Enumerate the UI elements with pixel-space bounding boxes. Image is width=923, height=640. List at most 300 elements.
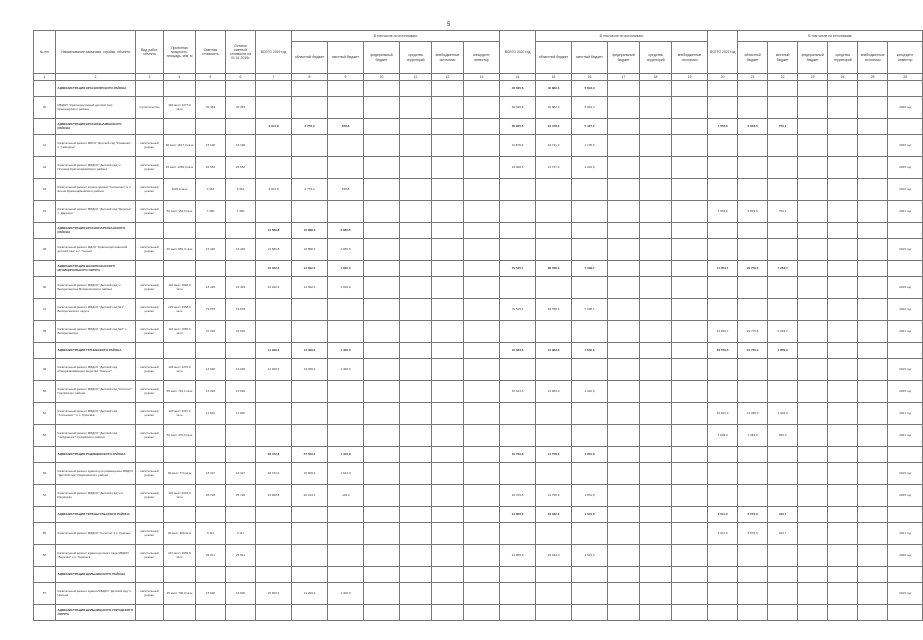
cell-l19 [328,523,364,545]
cell-t21 [708,359,738,381]
cell-t19: 16 322,0 [256,277,292,299]
empty-cell [608,523,640,545]
empty-cell [432,179,464,201]
empty-cell [858,523,888,545]
cell-type: капитальный ремонт [136,299,164,321]
cell-r19: 14 200,0 [292,583,328,605]
cell-intro: 2020 год [888,381,923,403]
empty-cell [798,403,828,425]
cell-cap [164,605,196,621]
empty-cell [364,239,400,261]
cell-r20: 13 983,0 [536,381,572,403]
empty-cell [858,381,888,403]
column-number-cell: 20 [708,74,738,81]
empty-cell [828,425,858,447]
empty-cell [364,403,400,425]
cell-r19 [292,605,328,621]
empty-cell [828,359,858,381]
cell-l20 [572,277,608,299]
cell-l21 [768,447,798,463]
cell-name: Капитальный ремонт МБДОУ "Детский сад" с. Полянка Красноармейского района [56,157,136,179]
cell-cost [196,119,226,135]
cell-t20 [500,277,536,299]
cell-bal [226,119,256,135]
cell-l21 [768,179,798,201]
cell-name: Капитальный ремонт МДОУ "Краснопартизанский детский сад" в с. Горный [56,239,136,261]
cell-cap: 160 мест 2277,0 кв.м [164,97,196,119]
cell-n: 47 [34,299,56,321]
cell-cost: 15 620 [196,381,226,403]
cell-l19: 538,8 [328,119,364,135]
cell-l21: 7 263,7 [768,261,798,277]
cell-r19: 14 692,0 [292,261,328,277]
empty-cell [608,157,640,179]
cell-intro: 2019 год [888,359,923,381]
cell-cap: 45 мест 700,0 кв.м [164,583,196,605]
cell-r19 [292,321,328,343]
cell-r20: 10 741,3 [536,135,572,157]
cell-r21 [738,97,768,119]
empty-cell [432,201,464,223]
empty-cell [828,135,858,157]
empty-cell [828,201,858,223]
cell-n: 43 [34,179,56,201]
empty-cell [640,343,672,359]
column-number-cell: 26 [888,74,923,81]
cell-name: АДМИНИСТРАЦИЯ КРАСНОПАРТИЗАНСКОГО РАЙОНА [56,223,136,239]
empty-cell [400,157,432,179]
empty-cell [828,485,858,507]
cell-type: капитальный ремонт [136,179,164,201]
empty-cell [672,179,708,201]
cell-n: 49 [34,359,56,381]
cell-bal: 3 351 [226,179,256,201]
empty-cell [640,277,672,299]
empty-cell [432,605,464,621]
cell-l20: 4 291,6 [572,157,608,179]
cell-r19: 2 776,0 [292,179,328,201]
cell-cap: 110 мест 1650,0 кв.м [164,321,196,343]
cell-intro [888,81,923,97]
empty-cell [432,157,464,179]
cell-intro [888,567,923,583]
cell-cap: 120 мест 2015,0 кв.м [164,485,196,507]
cell-cap: 50 мест 452,0 кв.м [164,201,196,223]
cell-r20: 40 882,3 [536,81,572,97]
empty-cell [400,97,432,119]
cell-cost: 15 600 [196,583,226,605]
cell-l21 [768,239,798,261]
empty-cell [798,97,828,119]
empty-cell [608,119,640,135]
cell-name: АДМИНИСТРАЦИЯ ЦИЛЬНИНСКОГО РАЙОНА [56,567,136,583]
cell-n: 51 [34,403,56,425]
cell-t21: 7 938,0 [708,425,738,447]
empty-cell [432,447,464,463]
empty-cell [364,277,400,299]
cell-l20: 1 640,6 [572,381,608,403]
empty-cell [798,201,828,223]
column-number-cell: 7 [256,74,292,81]
cell-cap: 220 мест 2958,0 кв.м [164,299,196,321]
empty-cell [858,201,888,223]
empty-cell [828,239,858,261]
empty-cell [432,583,464,605]
empty-cell [432,299,464,321]
column-number-cell: 6 [226,74,256,81]
cell-t20: 16 709,8 [500,447,536,463]
cell-t19: 18 472,0 [256,463,292,485]
cell-r20: 13 983,0 [536,343,572,359]
column-number-cell: 12 [432,74,464,81]
empty-cell [858,359,888,381]
empty-cell [798,545,828,567]
empty-cell [432,97,464,119]
empty-cell [400,523,432,545]
empty-cell [858,605,888,621]
empty-cell [464,223,500,239]
cell-l20: 5 843,3 [572,81,608,97]
cell-l19 [328,425,364,447]
cell-cost [196,81,226,97]
empty-cell [464,299,500,321]
column-number-cell: 3 [136,74,164,81]
cell-l19 [328,545,364,567]
empty-cell [828,403,858,425]
empty-cell [400,381,432,403]
cell-cap [164,343,196,359]
empty-cell [798,223,828,239]
cell-r21: 6 803,5 [738,201,768,223]
empty-cell [364,447,400,463]
table-row [34,135,923,157]
cell-t21: 7 553,6 [708,119,738,135]
cell-cost: 15 196 [196,135,226,157]
cell-l21 [768,381,798,403]
cell-r19 [292,81,328,97]
empty-cell [400,261,432,277]
empty-cell [798,485,828,507]
empty-cell [798,321,828,343]
empty-cell [828,567,858,583]
cell-l20: 1 951,8 [572,485,608,507]
cell-l19 [328,321,364,343]
empty-cell [432,239,464,261]
column-number-cell: 10 [364,74,400,81]
cell-type: капитальный ремонт [136,381,164,403]
empty-cell [608,223,640,239]
cell-name: Капитальный ремонт МБДОУ "Детский сад "Березка" с. Дарьино" [56,201,136,223]
cell-t20 [500,239,536,261]
cell-name: АДМИНИСТРАЦИЯ ЦИЛЬНИНСКОГО ГОРОДСКОГО ОКРУГА [56,605,136,621]
empty-cell [432,545,464,567]
cell-l21 [768,223,798,239]
investment-program-table [33,30,923,621]
cell-cap: 50 мест 476,0 кв.м [164,425,196,447]
cell-l20 [572,583,608,605]
table-row [34,463,923,485]
cell-intro: 2020 год [888,97,923,119]
cell-name: АДМИНИСТРАЦИЯ КРАСНОЯРСКОГО РАЙОНА [56,81,136,97]
empty-cell [464,567,500,583]
cell-cost [196,507,226,523]
table-row [34,201,923,223]
empty-cell [364,81,400,97]
cell-r19 [292,135,328,157]
cell-cap: 100 мест 1197,0 кв.м [164,403,196,425]
cell-l21: 440,7 [768,507,798,523]
cell-r19 [292,545,328,567]
empty-cell [640,583,672,605]
cell-t19 [256,321,292,343]
cell-r21 [738,239,768,261]
cell-name: Капитальный ремонт МБДОУ "Колосок" в с. Красное [56,523,136,545]
cell-t19 [256,201,292,223]
header-cell: Вид работ, объекта [136,31,164,74]
cell-cost: 25 811 [196,545,226,567]
cell-l19: 2 685,5 [328,223,364,239]
empty-cell [464,261,500,277]
cell-cap: 1003,2 кв.м [164,179,196,201]
cell-cost: 18 427 [196,463,226,485]
cell-intro: 2019 год [888,463,923,485]
cell-name: Капитальный ремонт МБОУ "Детский сад "Ромашка" с. Северное" [56,135,136,157]
header-cell: областной бюджет [738,42,768,74]
empty-cell [858,545,888,567]
cell-t19 [256,605,292,621]
cell-n [34,223,56,239]
cell-intro: 2021 год [888,523,923,545]
cell-n: 45 [34,239,56,261]
empty-cell [828,381,858,403]
cell-name: Капитальный ремонт МБДОУ "Детский сад "Чебурашка"" Грачёвского района [56,425,136,447]
empty-cell [672,463,708,485]
cell-type [136,447,164,463]
cell-l19 [328,201,364,223]
cell-r20: 14 758,0 [536,447,572,463]
empty-cell [672,321,708,343]
cell-r19 [292,201,328,223]
cell-l19 [328,507,364,523]
empty-cell [798,381,828,403]
cell-type: капитальный ремонт [136,157,164,179]
empty-cell [400,223,432,239]
empty-cell [640,97,672,119]
empty-cell [828,463,858,485]
group-header-row [34,507,923,523]
cell-r20 [536,567,572,583]
cell-t20 [500,605,536,621]
empty-cell [672,343,708,359]
empty-cell [400,343,432,359]
cell-r21 [738,583,768,605]
header-cell: федеральный бюджет [364,42,400,74]
cell-r20 [536,463,572,485]
empty-cell [672,545,708,567]
empty-cell [858,239,888,261]
cell-l19 [328,97,364,119]
empty-cell [464,545,500,567]
cell-l21 [768,157,798,179]
table-row [34,583,923,605]
cell-t21 [708,605,738,621]
cell-l21: 1 303,0 [768,403,798,425]
cell-bal [226,425,256,447]
empty-cell [364,381,400,403]
header-cell: Остаток сметной стоимости на 01.01.2019г. [226,31,256,74]
cell-cost: 7 480 [196,201,226,223]
empty-cell [364,567,400,583]
cell-cost [196,261,226,277]
empty-cell [828,523,858,545]
cell-cap [164,119,196,135]
column-number-cell: 13 [464,74,500,81]
column-number-cell: 25 [858,74,888,81]
column-number-cell: 11 [400,74,432,81]
empty-cell [608,507,640,523]
cell-l19 [328,157,364,179]
cell-l19 [328,567,364,583]
empty-cell [798,135,828,157]
cell-intro: 2021 год [888,201,923,223]
cell-cap [164,567,196,583]
empty-cell [400,463,432,485]
column-number-cell: 2 [56,74,136,81]
cell-intro: 2020 год [888,157,923,179]
empty-cell [798,119,828,135]
cell-l20: 7 338,7 [572,261,608,277]
cell-t20 [500,223,536,239]
empty-cell [364,135,400,157]
cell-t21 [708,299,738,321]
cell-l19: 538,8 [328,179,364,201]
empty-cell [400,179,432,201]
cell-t21 [708,179,738,201]
empty-cell [464,343,500,359]
cell-n: 52 [34,425,56,447]
column-number-cell: 15 [536,74,572,81]
table-row [34,485,923,507]
cell-cost: 40 453 [196,97,226,119]
empty-cell [400,485,432,507]
cell-l20: 1 135,6 [572,135,608,157]
empty-cell [672,523,708,545]
cell-n [34,605,56,621]
empty-cell [432,223,464,239]
cell-type: капитальный ремонт [136,583,164,605]
empty-cell [672,507,708,523]
cell-type [136,81,164,97]
cell-type: капитальный ремонт [136,201,164,223]
cell-bal: 25 811 [226,545,256,567]
cell-n [34,261,56,277]
cell-t20: 24 856,0 [500,545,536,567]
cell-t19: 14 929,0 [256,343,292,359]
cell-t20: 16 709,8 [500,485,536,507]
empty-cell [432,523,464,545]
empty-cell [364,507,400,523]
empty-cell [858,135,888,157]
header-cell: средства территорий [640,42,672,74]
cell-t19: 15 600,0 [256,583,292,605]
empty-cell [798,179,828,201]
cell-intro [888,605,923,621]
group-header-row [34,223,923,239]
header-cell: № п/п [34,31,56,74]
cell-type [136,567,164,583]
cell-cap: 90 мест 774 кв.м [164,463,196,485]
cell-cost [196,425,226,447]
empty-cell [400,545,432,567]
empty-cell [858,343,888,359]
header-cell: Наименование заказчика, стройки, объекта [56,31,136,74]
empty-cell [608,463,640,485]
table-row [34,299,923,321]
empty-cell [640,201,672,223]
empty-cell [432,463,464,485]
cell-bal: 7 480 [226,201,256,223]
cell-r21 [738,485,768,507]
empty-cell [464,135,500,157]
empty-cell [672,425,708,447]
cell-n [34,507,56,523]
cell-type: капитальный ремонт [136,485,164,507]
cell-type: капитальный ремонт [136,239,164,261]
cell-intro [888,507,923,523]
cell-r19 [292,567,328,583]
cell-r21 [738,81,768,97]
cell-n: 50 [34,381,56,403]
cell-r19: 20 194,0 [292,485,328,507]
cell-name: Капитальный ремонт МБДОУ "Детский сад №1" Воскресенского округа [56,299,136,321]
cell-r21 [738,447,768,463]
empty-cell [858,277,888,299]
empty-cell [828,299,858,321]
empty-cell [828,507,858,523]
cell-t20 [500,583,536,605]
cell-r21 [738,299,768,321]
cell-intro: 2020 год [888,299,923,321]
cell-cap [164,507,196,523]
cell-n: 54 [34,485,56,507]
empty-cell [828,343,858,359]
empty-cell [464,463,500,485]
cell-name: МБДОУ "Краснодорожный детский сад" Красноярского района [56,97,136,119]
cell-name: Капитальный ремонт здания МБДОУ "Детский сад" с. Цильна [56,583,136,605]
empty-cell [432,403,464,425]
empty-cell [608,381,640,403]
cell-cost: 16 325 [196,277,226,299]
empty-cell [464,403,500,425]
cell-l19: 1 630,0 [328,261,364,277]
empty-cell [608,545,640,567]
empty-cell [640,523,672,545]
cell-n: 48 [34,321,56,343]
cell-t20: 11 876,9 [500,135,536,157]
cell-cost: 6 111 [196,523,226,545]
cell-r19 [292,403,328,425]
empty-cell [640,381,672,403]
cell-bal: 11 600 [226,403,256,425]
cell-l21: 440,7 [768,523,798,545]
cell-l20: 1 524,0 [572,507,608,523]
cell-cap: 65 мест 791,1 кв.м [164,381,196,403]
cell-l20 [572,523,608,545]
cell-n: 40 [34,97,56,119]
empty-cell [364,223,400,239]
empty-cell [464,381,500,403]
column-number-cell: 19 [672,74,708,81]
